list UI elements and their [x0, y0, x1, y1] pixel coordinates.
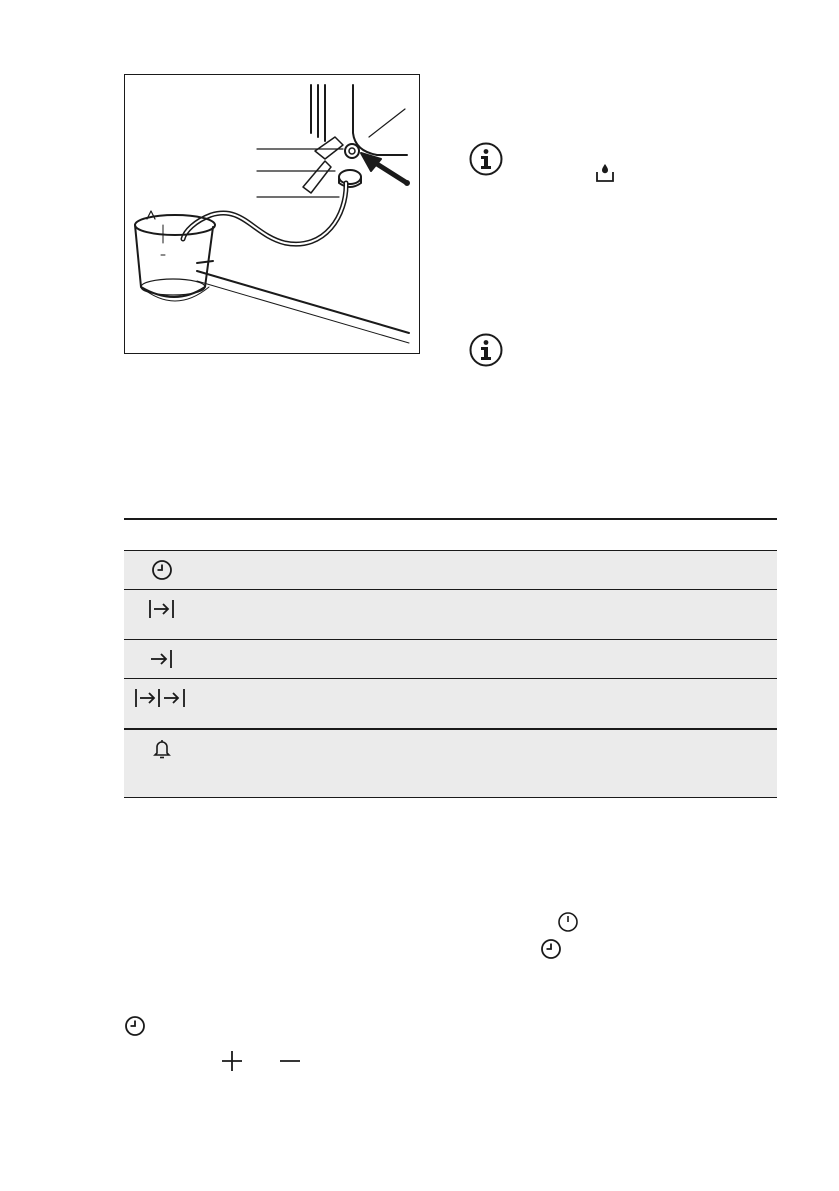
- time-delay-icon: [133, 687, 191, 709]
- water-drain-illustration: [124, 74, 420, 354]
- bell-icon: [151, 738, 173, 760]
- table-row: [124, 728, 777, 798]
- clock-icon: [540, 938, 562, 960]
- info-icon: [469, 333, 503, 367]
- clock-icon: [151, 559, 173, 581]
- duration-icon: [147, 598, 177, 620]
- plus-icon: [220, 1049, 244, 1073]
- clock-icon: [124, 1015, 146, 1037]
- table-header: [124, 518, 777, 550]
- timer-icon: [557, 911, 579, 933]
- info-icon: [469, 142, 503, 176]
- table-row: [124, 550, 777, 589]
- clock-functions-table: [124, 518, 777, 798]
- table-row: [124, 589, 777, 639]
- table-row: [124, 639, 777, 678]
- water-tank-icon: [594, 162, 616, 189]
- table-row: [124, 678, 777, 728]
- minus-icon: [278, 1049, 302, 1073]
- end-time-icon: [147, 648, 177, 670]
